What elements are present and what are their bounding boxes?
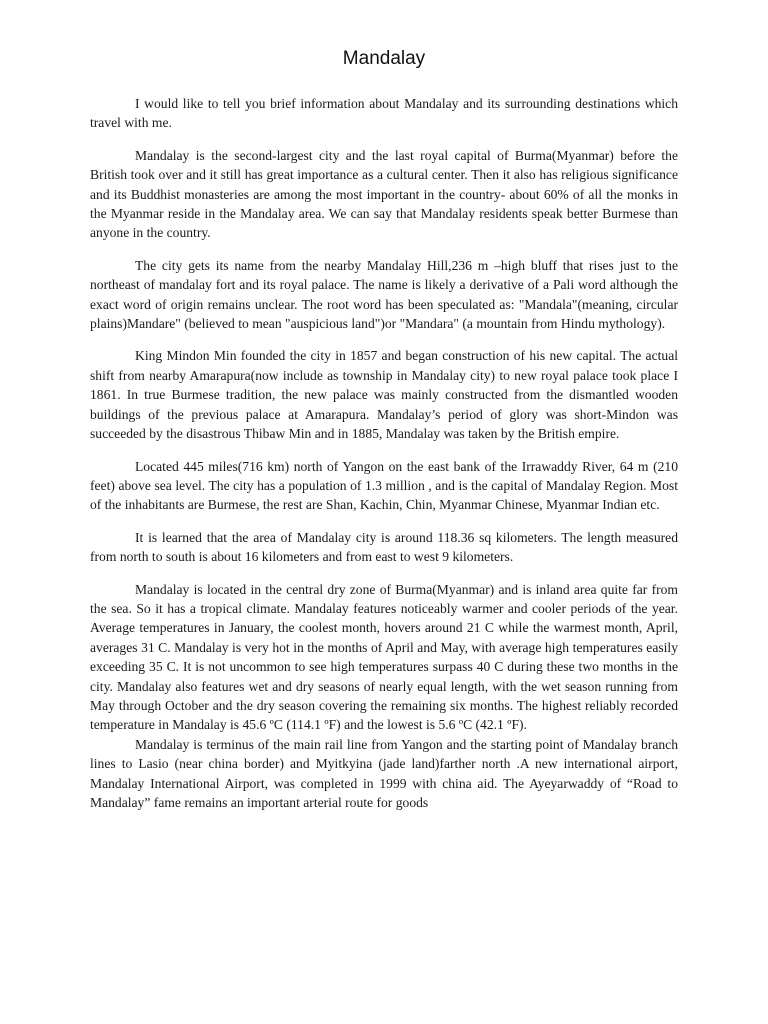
paragraph-location: Located 445 miles(716 km) north of Yangon on the east bank of the Irrawaddy River, 64 m (210 feet) above sea level. The city has a population of 1.3 million , and is the capital of Mandalay Region. Most of the inhabitants are Burmese, the rest are Shan, Kachin, Chin, Myanmar Chinese, Myanmar Indian etc. <box>90 458 678 513</box>
document-title: Mandalay <box>342 48 426 69</box>
paragraph-transport: Mandalay is terminus of the main rail line from Yangon and the starting point of Mandalay branch lines to Lasio (near china border) and Myitkyina (jade land)farther north .A new international airport, Mandalay International Airport, was completed in 1999 with china aid. The Ayeyarwaddy of “Road to Mandalay” fame remains an important arterial route for goods <box>90 736 678 810</box>
paragraph-name-origin: The city gets its name from the nearby Mandalay Hill,236 m –high bluff that rises just to the northeast of mandalay fort and its royal palace. The name is likely a derivative of a Pali word although the exact word of origin remains unclear. The root word has been speculated as: "Mandala"(meaning, circular plains)Mandare" (believed to mean "auspicious land")or "Mandara" (a mountain from Hindu mythology). <box>90 257 678 332</box>
paragraph-climate: Mandalay is located in the central dry zone of Burma(Myanmar) and is inland area quite far from the sea. So it has a tropical climate. Mandalay features noticeably warmer and cooler periods of the year. Average temperatures in January, the coolest month, hovers around 21 C while the warmest month, April, averages 31 C. Mandalay is very hot in the months of April and May, with average high temperatures easily exceeding 35 C. It is not uncommon to see high temperatures surpass 40 C during these two months in the city. Mandalay also features wet and dry seasons of nearly equal length, with the wet season running from May through October and the dry season covering the remaining six months. The highest reliably recorded temperature in Mandalay is 45.6 ºC (114.1 ºF) and the lowest is 5.6 ºC (42.1 ºF). <box>90 581 678 733</box>
document-body <box>90 94 678 812</box>
paragraph-intro: I would like to tell you brief information about Mandalay and its surrounding destinations which travel with me. <box>90 96 678 131</box>
paragraph-area: It is learned that the area of Mandalay city is around 118.36 sq kilometers. The length measured from north to south is about 16 kilometers and from east to west 9 kilometers. <box>90 529 678 565</box>
paragraph-overview: Mandalay is the second-largest city and the last royal capital of Burma(Myanmar) before the British took over and it still has great importance as a cultural center. Then it also has religious significance and its Buddhist monasteries are among the most important in the country- about 60% of all the monks in the Myanmar reside in the Mandalay area. We can say that Mandalay residents speak better Burmese than anyone in the country. <box>90 147 678 241</box>
paragraph-history: King Mindon Min founded the city in 1857 and began construction of his new capital. The actual shift from nearby Amarapura(now include as township in Mandalay city) to new royal palace took place I 1861. In true Burmese tradition, the new palace was mainly constructed from the dismantled wooden buildings of the previous palace at Amarapura. Mandalay’s period of glory was short-Mindon was succeeded by the disastrous Thibaw Min and in 1885, Mandalay was taken by the British empire. <box>90 348 678 442</box>
